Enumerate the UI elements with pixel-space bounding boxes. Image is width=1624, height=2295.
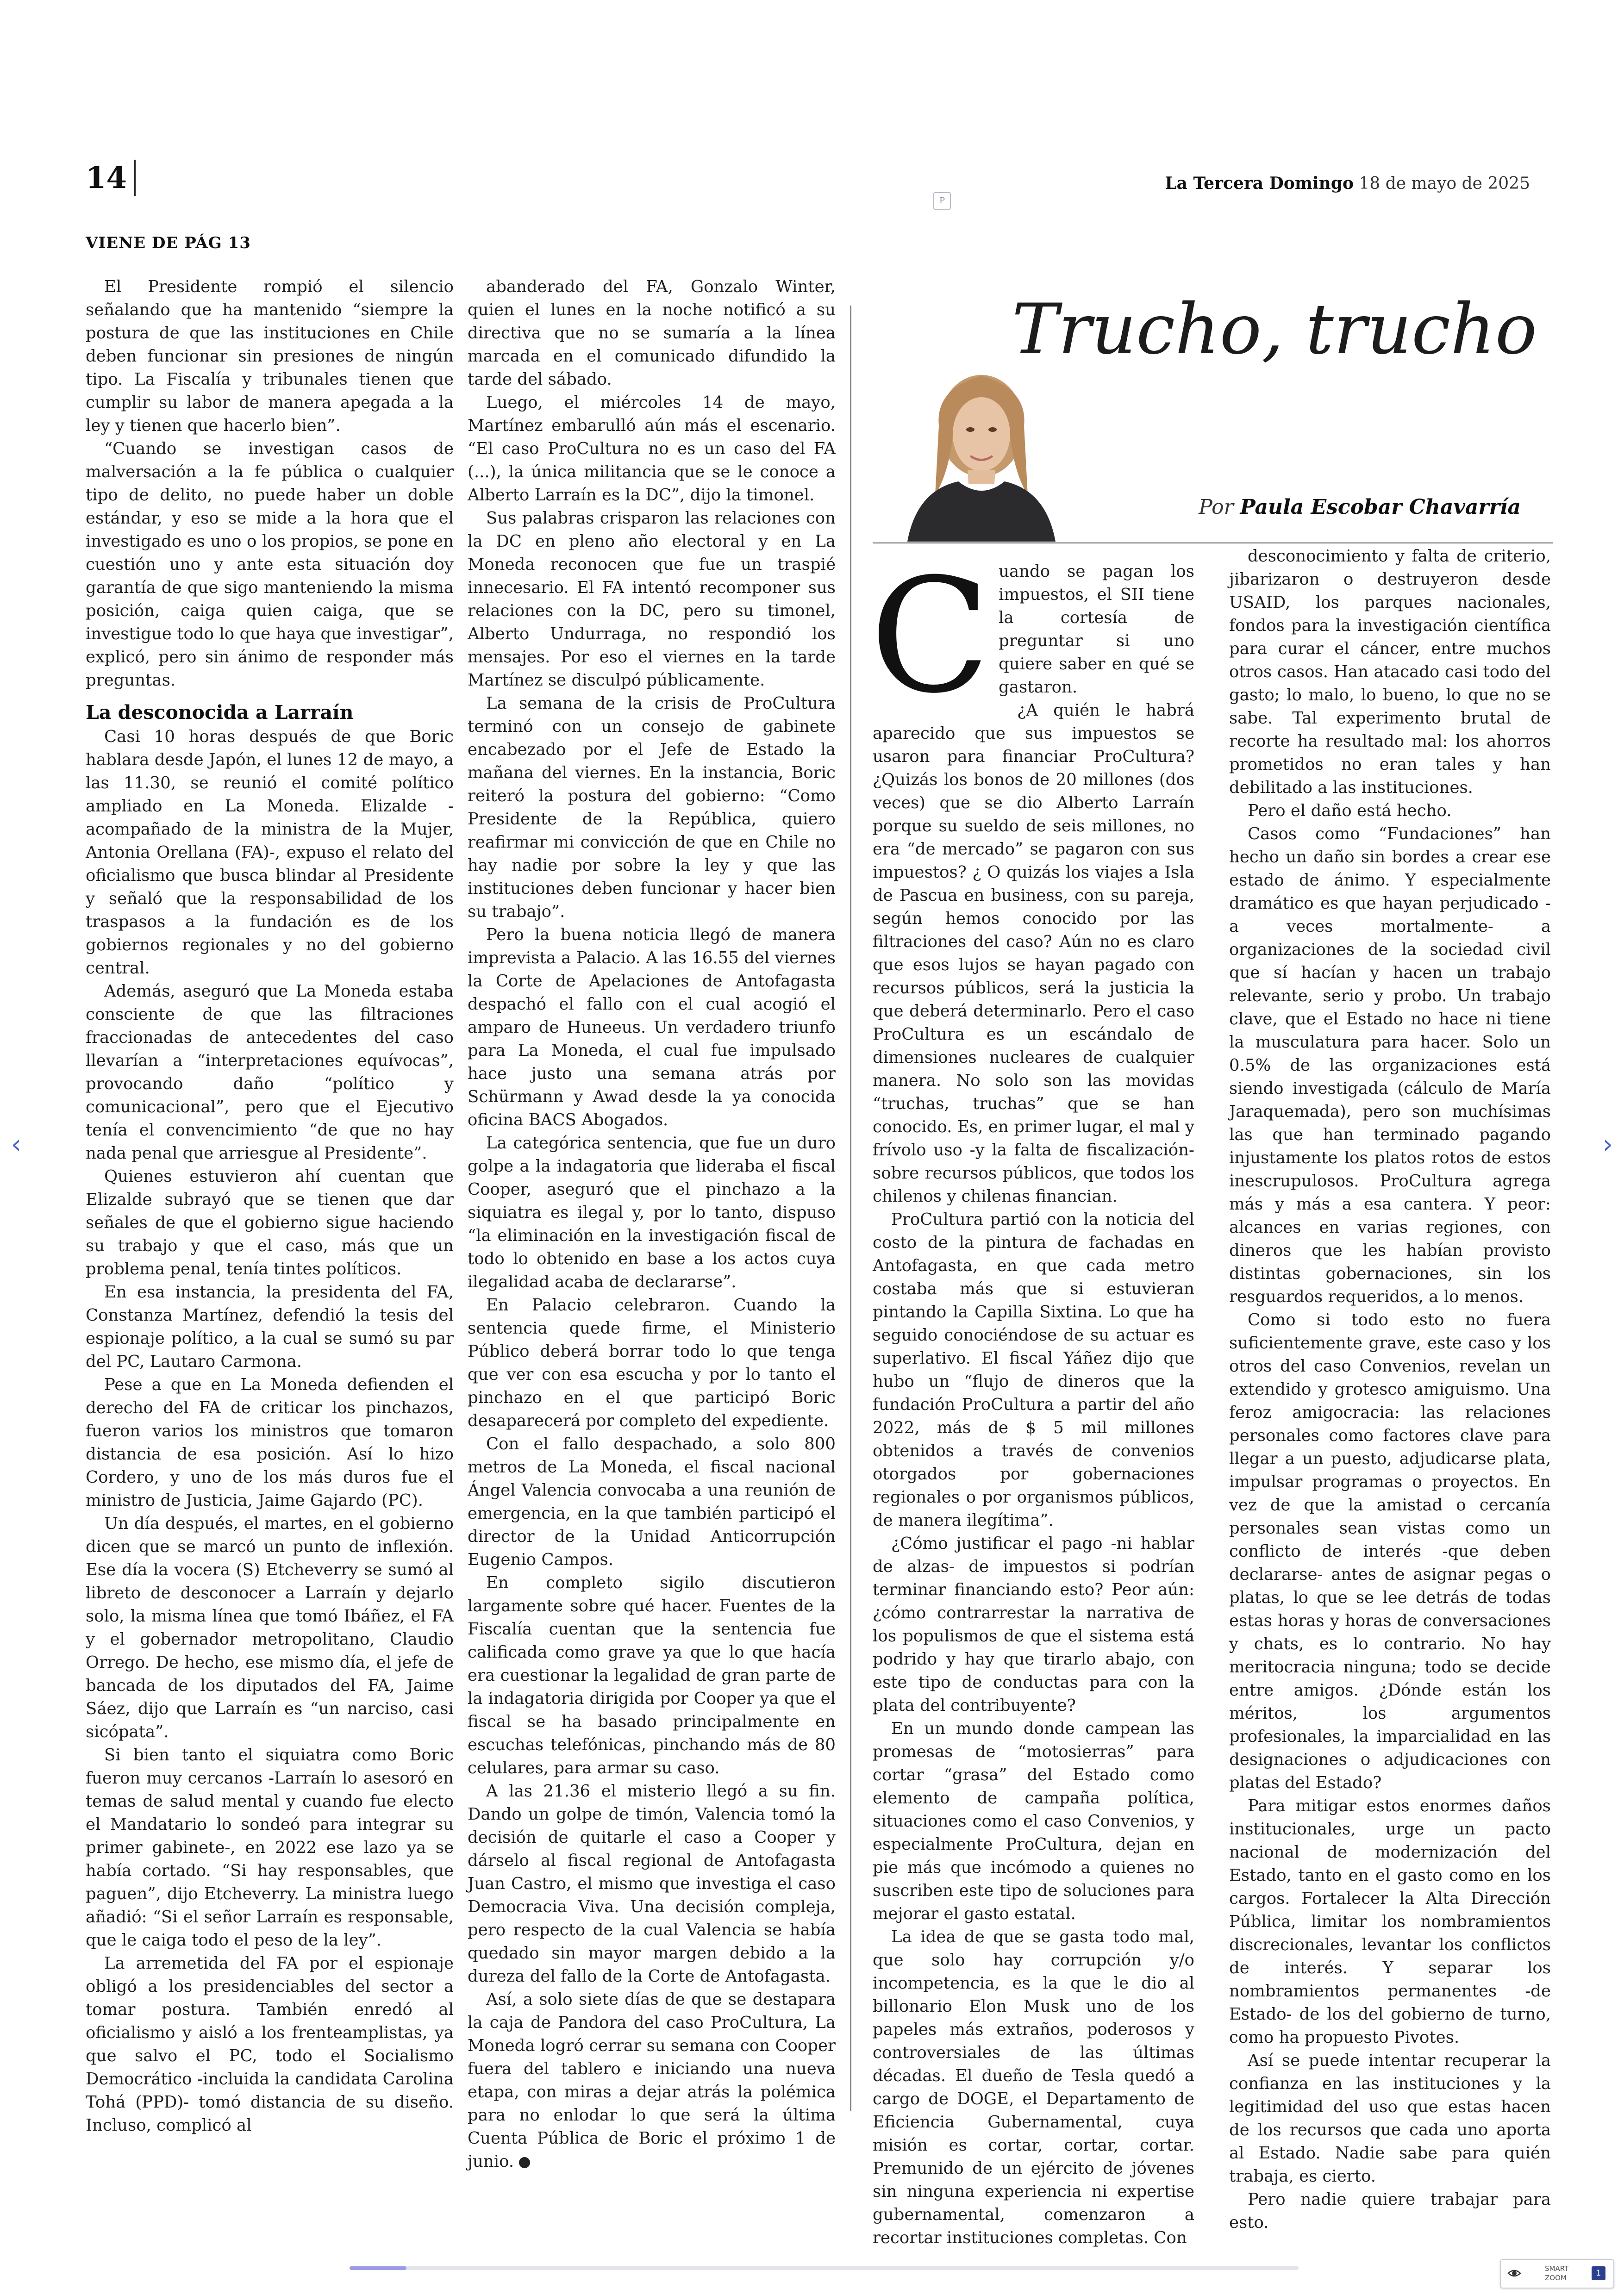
paragraph: Si bien tanto el siquiatra como Boric fueron muy cercanos -Larraín lo asesoró en temas de salud mental y cuando fue electo el Mandatario lo sondeó para integrar su primer gabinete-, en 2022 ese lazo ya se había cortado. “Si hay responsables, que paguen”, dijo Etcheverry. La ministra luego añadió: “Si el señor Larraín es responsable, que le caiga todo el peso de la ley”. [86,1746,454,1950]
col4-paragraphs [1229,545,1551,2234]
chevron-left-icon: ‹ [11,1129,22,1160]
paragraph: En esa instancia, la presidenta del FA, Constanza Martínez, defendió la tesis del espionaje político, a la cual se sumó su par del PC, Lautaro Carmona. [86,1283,454,1371]
continuation-kicker: VIENE DE PÁG 13 [86,234,251,252]
paragraph: ¿A quién le habrá aparecido que sus impuestos se usaron para financiar ProCultura? ¿Quizás los bonos de 20 millones (dos veces) que se dio Alberto Larraín porque su sueldo de seis millones, no era “de mercado” se pagaron con sus impuestos? ¿ O quizás los viajes a Isla de Pascua en business, con su pareja, según hemos conocido por las filtraciones del caso? Aún no es claro que esos lujos se hayan pagado con recursos públicos, será la justicia la que deberá determinarlo. Pero el caso ProCultura es un escándalo de dimensiones nucleares de cualquier manera. No solo son las movidas “truchas, truchas” que se han conocido. Es, en primer lugar, el mal y frívolo uso -y la falta de fiscalización- sobre recursos públicos, que todos los chilenos y chilenas financian. [873,701,1194,1206]
paragraph: Además, aseguró que La Moneda estaba consciente de que las filtraciones fraccionadas de antecedentes del caso llevarían a “interpretaciones equívocas”, provocando daño “político y comunicacional”, pero que el Ejecutivo tenía el convencimiento “de que no hay nada penal que arriesgue al Presidente”. [86,982,454,1163]
paragraph: Sus palabras crisparon las relaciones con la DC en pleno año electoral y en La Moneda reconocen que fue un traspié innecesario. El FA intentó recomponer sus relaciones con la DC, pero su timonel, Alberto Undurraga, no respondió los mensajes. Por eso el viernes en la tarde Martínez se disculpó públicamente. [468,509,836,690]
paragraph: ProCultura partió con la noticia del costo de la pintura de fachadas en Antofagasta, en que cada metro costaba más que si estuvieran pintando la Capilla Sixtina. Lo que ha seguido conociéndose de su actuar es superlativo. El fiscal Yáñez dijo que hubo un “flujo de dineros que la fundación ProCultura a partir del año 2022, más de $ 5 mil millones obtenidos a través de convenios otorgados por gobernaciones regionales o por organismos públicos, de manera ilegítima”. [873,1210,1194,1530]
newspaper-page [60,116,1565,2247]
news-column-2 [468,275,836,2173]
chevron-right-icon: › [1602,1129,1613,1160]
paragraph: Con el fallo despachado, a solo 800 metros de La Moneda, el fiscal nacional Ángel Valencia convocaba a una reunión de emergencia, en la que también participó el director de la Unidad Anticorrupción Eugenio Campos. [468,1434,836,1569]
end-mark-icon [519,2157,530,2168]
paragraph: Luego, el miércoles 14 de mayo, Martínez embarulló aún más el escenario. “El caso ProCultura no es un caso del FA (...), la única militancia que se le conoce a Alberto Larraín es la DC”, dijo la timonel. [468,393,836,505]
paragraph: desconocimiento y falta de criterio, jibarizaron o destruyeron desde USAID, los parques nacionales, fondos para la investigación científica para curar el cáncer, entre muchos otros casos. Han atacado casi todo del gasto; lo malo, lo bueno, lo que no se sabe. Tal experimento brutal de recorte ha resultado mal: los ahorros prometidos no eran tales y han debilitado a las instituciones. [1229,547,1551,797]
paragraph: Como si todo esto no fuera suficientemente grave, este caso y los otros del caso Convenios, revelan un extendido y grotesco amiguismo. Una feroz amigocracia: las relaciones personales como factores clave para llegar a un puesto, adjudicarse plata, impulsar programas o proyectos. En vez de que la amistad o cercanía personales sean vistas como un conflicto de interés -que deben declararse- antes de asignar pegas o platas, lo que se lee detrás de todas estas horas y horas de conversaciones y chats, es lo contrario. No hay meritocracia ninguna; todo se decide entre amigos. ¿Dónde están los méritos, los argumentos profesionales, la imparcialidad en las designaciones o adjudicaciones con platas del Estado? [1229,1310,1551,1792]
paragraph: La categórica sentencia, que fue un duro golpe a la indagatoria que lideraba el fiscal Cooper, aseguró que el pinchazo a la siquiatra es ilegal y, por lo tanto, dispuso “la eliminación en la investigación fiscal de todo lo obtenido en base a los actos cuya ilegalidad acaba de declararse”. [468,1134,836,1291]
page-number-divider [134,160,136,196]
reading-progress-fill [350,2266,406,2270]
column-title: Trucho, trucho [1012,289,1537,370]
publication-name: La Tercera Domingo [1165,174,1354,193]
final-paragraph-text: Así, a solo siete días de que se destapara la caja de Pandora del caso ProCultura, La Moneda logró cerrar su semana con Cooper fuera del tablero e iniciando una nueva etapa, con miras a dejar atrás la polémica para no enlodar lo que será la última Cuenta Pública de Boric el próximo 1 de junio. [468,1990,836,2171]
paragraph: En un mundo donde campean las promesas de “motosierras” para cortar “grasa” del Estado como elemento de campaña política, situaciones como el caso Convenios, y especialmente ProCultura, dejan en pie más que incómodo a quienes no suscriben este tipo de soluciones para mejorar el gasto estatal. [873,1719,1194,1923]
col1-paragraphs-after [86,725,454,2137]
col3-paragraphs [873,699,1194,2250]
paragraph: Casos como “Fundaciones” han hecho un daño sin bordes a crear ese estado de ánimo. Y especialmente dramático es que hayan perjudicado -a veces mortalmente- a organizaciones de la sociedad civil que sí hacían y hacen un trabajo relevante, serio y probo. Un trabajo clave, que el Estado no hace ni tiene la musculatura para hacer. Solo un 0.5% de las organizaciones está siendo investigada (cálculo de María Jaraquemada), pero son muchísimas las que han terminado pagando injustamente los platos rotos de estos inescrupulosos. ProCultura agrega más y más a esa cantera. Y peor: alcances en varias regiones, con dineros que les habían provisto distintas gobernaciones, sin los resguardos requeridos, a lo menos. [1229,824,1551,1306]
column-divider [850,306,851,2111]
paragraph: La idea de que se gasta todo mal, que solo hay corrupción y/o incompetencia, es la que le dio al billonario Elon Musk uno de los papeles más extraños, poderosos y controversiales de las últimas décadas. El dueño de Tesla quedó a cargo de DOGE, el Departamento de Eficiencia Gubernamental, cuya misión es cortar, cortar, cortar. Premunido de un ejército de jóvenes sin ninguna experiencia ni expertise gubernamental, comenzaron a recortar instituciones completas. Con [873,1927,1194,2247]
col2-paragraphs [468,275,836,1988]
paragraph: Pero el daño está hecho. [1248,801,1452,820]
paragraph: En completo sigilo discutieron largamente sobre qué hacer. Fuentes de la Fiscalía cuentan que la sentencia fue calificada como grave ya que lo que hacía era cuestionar la legalidad de gran parte de la indagatoria dirigida por Cooper ya que el fiscal se ha basado principalmente en escuchas telefónicas, pinchando más de 80 celulares, para armar su caso. [468,1573,836,1777]
smart-zoom-label-line1: SMART [1545,2264,1569,2273]
opinion-first-paragraph: uando se pagan los impuestos, el SII tiene la cortesía de preguntar si uno quiere saber en qué se gastaron. [999,562,1194,697]
paragraph: ¿Cómo justificar el pago -ni hablar de alzas- de impuestos si podrían terminar financiando esto? Peor aún: ¿cómo contrarrestar la narrativa de los populismos de que el sistema está podrido y hay que tirarlo abajo, con este tipo de conductas para con la plata del contribuyente? [873,1534,1194,1715]
opinion-column-2 [1229,545,1551,2234]
paragraph: La semana de la crisis de ProCultura terminó con un consejo de gabinete encabezado por el Jefe de Estado la mañana del viernes. En la instancia, Boric reiteró la postura del gobierno: “Como Presidente de la República, quiero reafirmar mi convicción de que en Chile no hay nadie por sobre la ley y que las instituciones deben funcionar y hacer bien su trabajo”. [468,694,836,921]
paragraph: Pero la buena noticia llegó de manera imprevista a Palacio. A las 16.55 del viernes la Corte de Apelaciones de Antofagasta despachó el fallo con el cual acogió el amparo de Huneeus. Un verdadero triunfo para La Moneda, el cual fue impulsado hace justo una semana atrás por Schürmann y Awad desde la ya conocida oficina BACS Abogados. [468,925,836,1129]
paragraph: Pero nadie quiere trabajar para esto. [1229,2190,1551,2232]
news-column-1 [86,275,454,2137]
smart-zoom-button[interactable] [1500,2259,1614,2289]
paragraph: En Palacio celebraron. Cuando la sentencia quede firme, el Ministerio Público deberá borrar todo lo que tenga que ver con esa escucha y por lo tanto el pinchazo en el que participó Boric desaparecerá por completo del expediente. [468,1296,836,1430]
paragraph: abanderado del FA, Gonzalo Winter, quien el lunes en la noche notificó a su directiva que no se sumaría a la línea marcada en el comunicado difundido la tarde del sábado. [468,277,836,389]
news-paragraph-last [468,1988,836,2173]
page-number: 14 [86,161,127,195]
paragraph: Casi 10 horas después de que Boric hablara desde Japón, el lunes 12 de mayo, a las 11.30, se reunió el comité político ampliado en La Moneda. Elizalde -acompañado de la ministra de la Mujer, Antonia Orellana (FA)-, expuso el relato del oficialismo que busca blindar al Presidente y señaló que la responsabilidad de los traspasos a la fundación es de los gobiernos regionales y no del gobierno central. [86,727,454,978]
paragraph: La arremetida del FA por el espionaje obligó a los presidenciables del sector a tomar postura. También enredó al oficialismo y aisló a los frenteamplistas, ya que salvo el PC, todo el Socialismo Democrático -incluida la candidata Carolina Tohá (PPD)- tomó distancia de su diseño. Incluso, complicó al [86,1954,454,2135]
paragraph: Quienes estuvieron ahí cuentan que Elizalde subrayó que se tienen que dar señales de que el gobierno sigue haciendo su trabajo y que el caso, más que un problema penal, tenía tintes políticos. [86,1167,454,1278]
author-name: Paula Escobar Chavarría [1240,495,1521,519]
opinion-column-1 [870,545,1194,2250]
reading-progress-bar[interactable] [350,2266,1299,2270]
publication-header [1165,174,1530,193]
zoom-level-badge: 1 [1592,2266,1605,2280]
smart-zoom-label-line2: ZOOM [1545,2274,1567,2282]
eye-icon [1507,2266,1521,2280]
publication-date: 18 de mayo de 2025 [1359,174,1530,193]
paragraph: El Presidente rompió el silencio señalando que ha mantenido “siempre la postura de que las instituciones en Chile deben funcionar sin presiones de ningún tipo. La Fiscalía y tribunales tienen que cumplir su labor de manera apegada a la ley y tienen que hacerlo bien”. [86,277,454,435]
prev-page-button[interactable] [6,1129,27,1160]
paragraph: Así se puede intentar recuperar la confianza en las instituciones y la legitimidad del uso que estas hacen de los recursos que cada uno aporta al Estado. Nadie sabe para quién trabaja, es cierto. [1229,2051,1551,2186]
col1-paragraphs-before [86,275,454,692]
paragraph: Un día después, el martes, en el gobierno dicen que se marcó un punto de inflexión. Ese día la vocera (S) Etcheverry se sumó al libreto de desconocer a Larraín y dejarlo solo, la misma línea que tomó Ibáñez, el FA y el gobernador metropolitano, Claudio Orrego. De hecho, ese mismo día, el jefe de bancada de los diputados del FA, Jaime Sáez, dijo que Larraín es “un narciso, casi sicópata”. [86,1514,454,1741]
page-marker-icon[interactable]: P [933,192,951,210]
paragraph: A las 21.36 el misterio llegó a su fin. Dando un golpe de timón, Valencia tomó la decisión de quitarle el caso a Cooper y dárselo al fiscal regional de Antofagasta Juan Castro, el mismo que investiga el caso Democracia Viva. Una decisión compleja, pero respecto de la cual Valencia se había quedado sin mayor margen debido a la dureza del fallo de la Corte de Antofagasta. [468,1782,836,1986]
next-page-button[interactable] [1597,1129,1618,1160]
subheading: La desconocida a Larraín [86,701,354,723]
paragraph: Para mitigar estos enormes daños institucionales, urge un pacto nacional de modernización del Estado, tanto en el gasto como en los cargos. Fortalecer la Alta Dirección Pública, limitar los nombramientos discrecionales, levantar los conflictos de interés. Y separar los nombramientos permanentes -de Estado- de los del gobierno de turno, como ha propuesto Pivotes. [1229,1796,1551,2047]
author-portrait [889,356,1074,542]
paragraph: Pese a que en La Moneda defienden el derecho del FA de criticar los pinchazos, fueron varios los ministros que tomaron distancia de esa posición. Así lo hizo Cordero, y uno de los más duros fue el ministro de Justicia, Jaime Gajardo (PC). [86,1375,454,1510]
byline-prefix: Por [1199,495,1234,519]
drop-cap: C [870,545,991,728]
paragraph: “Cuando se investigan casos de malversación a la fe pública o cualquier tipo de delito, no puede haber un doble estándar, y eso se mide a la hora que el investigado es uno o los propios, se pone en cuestión uno y ante esta situación doy garantía de que sigo manteniendo la misma posición, caiga quien caiga, que se investigue todo lo que haya que investigar”, explicó, pero sin ánimo de responder más preguntas. [86,439,454,690]
byline [1199,495,1521,519]
smart-zoom-label [1545,2264,1568,2283]
